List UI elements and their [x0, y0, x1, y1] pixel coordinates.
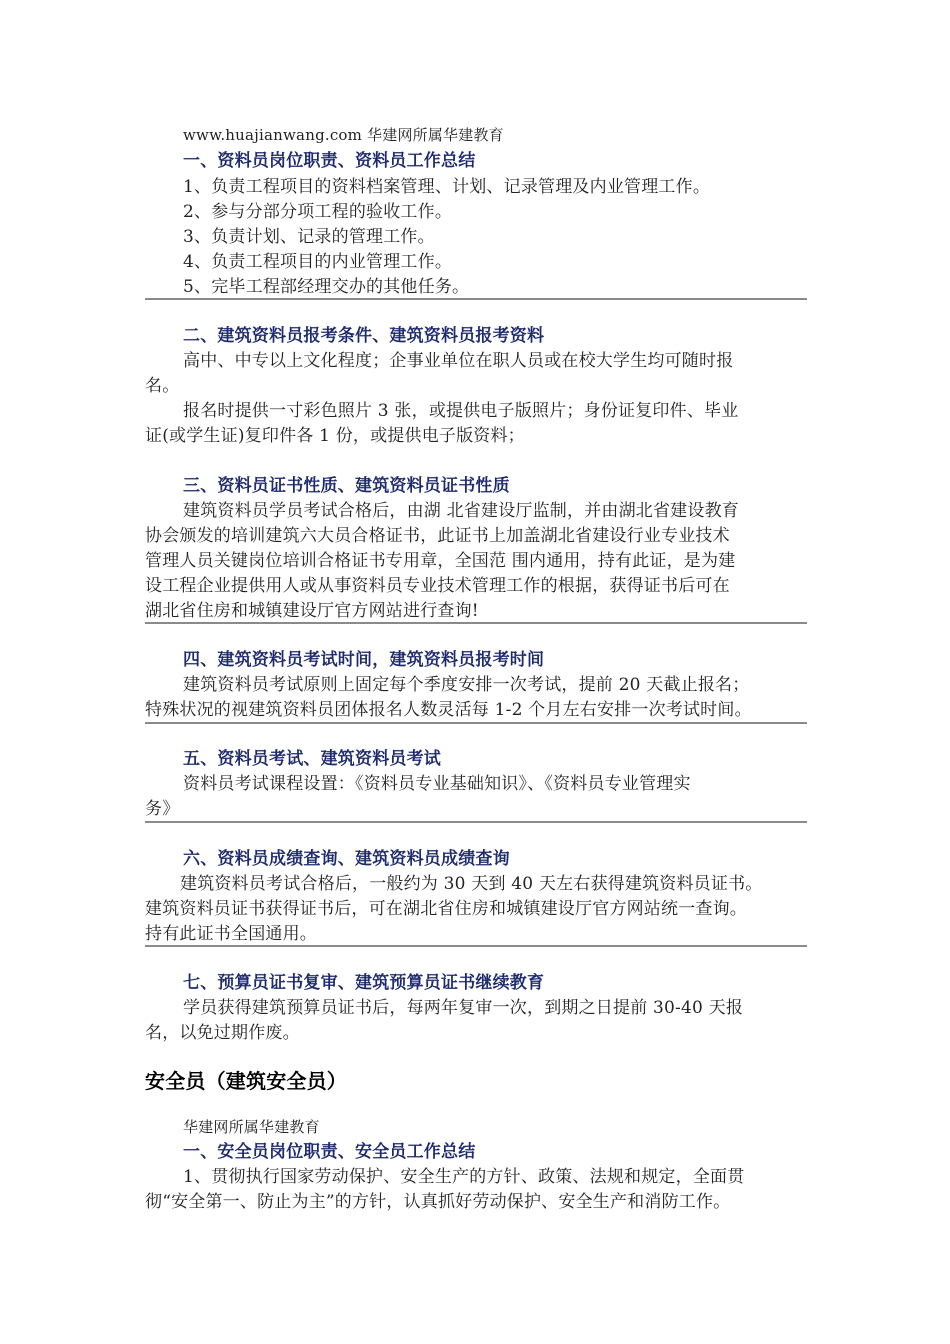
- section-6-heading: 六、资料员成绩查询、建筑资料员成绩查询: [183, 849, 510, 869]
- section-divider: [145, 722, 807, 724]
- section-3-line: 设工程企业提供用人或从事资料员专业技术管理工作的根据，获得证书后可在: [145, 576, 730, 596]
- section-7-line: 名，以免过期作废。: [145, 1023, 300, 1043]
- safety-line: 1、贯彻执行国家劳动保护、安全生产的方针、政策、法规和规定，全面贯: [183, 1167, 745, 1187]
- section-4-line: 特殊状况的视建筑资料员团体报名人数灵活每 1-2 个月左右安排一次考试时间。: [145, 700, 752, 720]
- safety-heading: 一、安全员岗位职责、安全员工作总结: [183, 1142, 476, 1162]
- section-7-heading: 七、预算员证书复审、建筑预算员证书继续教育: [183, 973, 545, 993]
- safety-source-line: 华建网所属华建教育: [183, 1118, 320, 1136]
- section-6-line: 持有此证书全国通用。: [145, 924, 317, 944]
- section-2-heading: 二、建筑资料员报考条件、建筑资料员报考资料: [183, 326, 545, 346]
- section-6-line: 建筑资料员证书获得证书后，可在湖北省住房和城镇建设厅官方网站统一查询。: [145, 899, 747, 919]
- section-2-line: 证(或学生证)复印件各 1 份，或提供电子版资料；: [145, 426, 525, 446]
- safety-title: 安全员（建筑安全员）: [145, 1069, 347, 1093]
- safety-line: 彻“安全第一、防止为主”的方针，认真抓好劳动保护、安全生产和消防工作。: [145, 1192, 731, 1212]
- section-1-item: 5、完毕工程部经理交办的其他任务。: [183, 277, 470, 297]
- section-2-line: 报名时提供一寸彩色照片 3 张，或提供电子版照片；身份证复印件、毕业: [183, 401, 739, 421]
- section-2-line: 高中、中专以上文化程度；企事业单位在职人员或在校大学生均可随时报: [183, 351, 734, 371]
- section-divider: [145, 298, 807, 300]
- section-3-heading: 三、资料员证书性质、建筑资料员证书性质: [183, 476, 510, 496]
- section-4-heading: 四、建筑资料员考试时间，建筑资料员报考时间: [183, 650, 545, 670]
- section-1-heading: 一、资料员岗位职责、资料员工作总结: [183, 151, 476, 171]
- section-7-line: 学员获得建筑预算员证书后，每两年复审一次，到期之日提前 30-40 天报: [183, 998, 744, 1018]
- section-3-line: 湖北省住房和城镇建设厅官方网站进行查询!: [145, 601, 479, 621]
- section-1-item: 4、负责工程项目的内业管理工作。: [183, 252, 453, 272]
- section-3-line: 协会颁发的培训建筑六大员合格证书，此证书上加盖湖北省建设行业专业技术: [145, 526, 730, 546]
- section-2-line: 名。: [145, 376, 180, 396]
- section-3-line: 建筑资料员学员考试合格后，由湖 北省建设厅监制，并由湖北省建设教育: [183, 501, 740, 521]
- section-1-item: 3、负责计划、记录的管理工作。: [183, 227, 435, 247]
- section-divider: [145, 622, 807, 624]
- section-divider: [145, 821, 807, 823]
- source-line: www.huajianwang.com 华建网所属华建教育: [183, 126, 504, 144]
- section-divider: [145, 945, 807, 947]
- section-5-heading: 五、资料员考试、建筑资料员考试: [183, 749, 441, 769]
- section-1-item: 1、负责工程项目的资料档案管理、计划、记录管理及内业管理工作。: [183, 177, 711, 197]
- section-1-item: 2、参与分部分项工程的验收工作。: [183, 202, 453, 222]
- section-4-line: 建筑资料员考试原则上固定每个季度安排一次考试，提前 20 天截止报名；: [183, 675, 750, 695]
- section-3-line: 管理人员关键岗位培训合格证书专用章，全国范 围内通用，持有此证，是为建: [145, 551, 736, 571]
- section-6-line: 建筑资料员考试合格后，一般约为 30 天到 40 天左右获得建筑资料员证书。: [180, 874, 763, 894]
- section-5-line: 务》: [145, 799, 180, 819]
- section-5-line: 资料员考试课程设置：《资料员专业基础知识》、《资料员专业管理实: [183, 774, 691, 794]
